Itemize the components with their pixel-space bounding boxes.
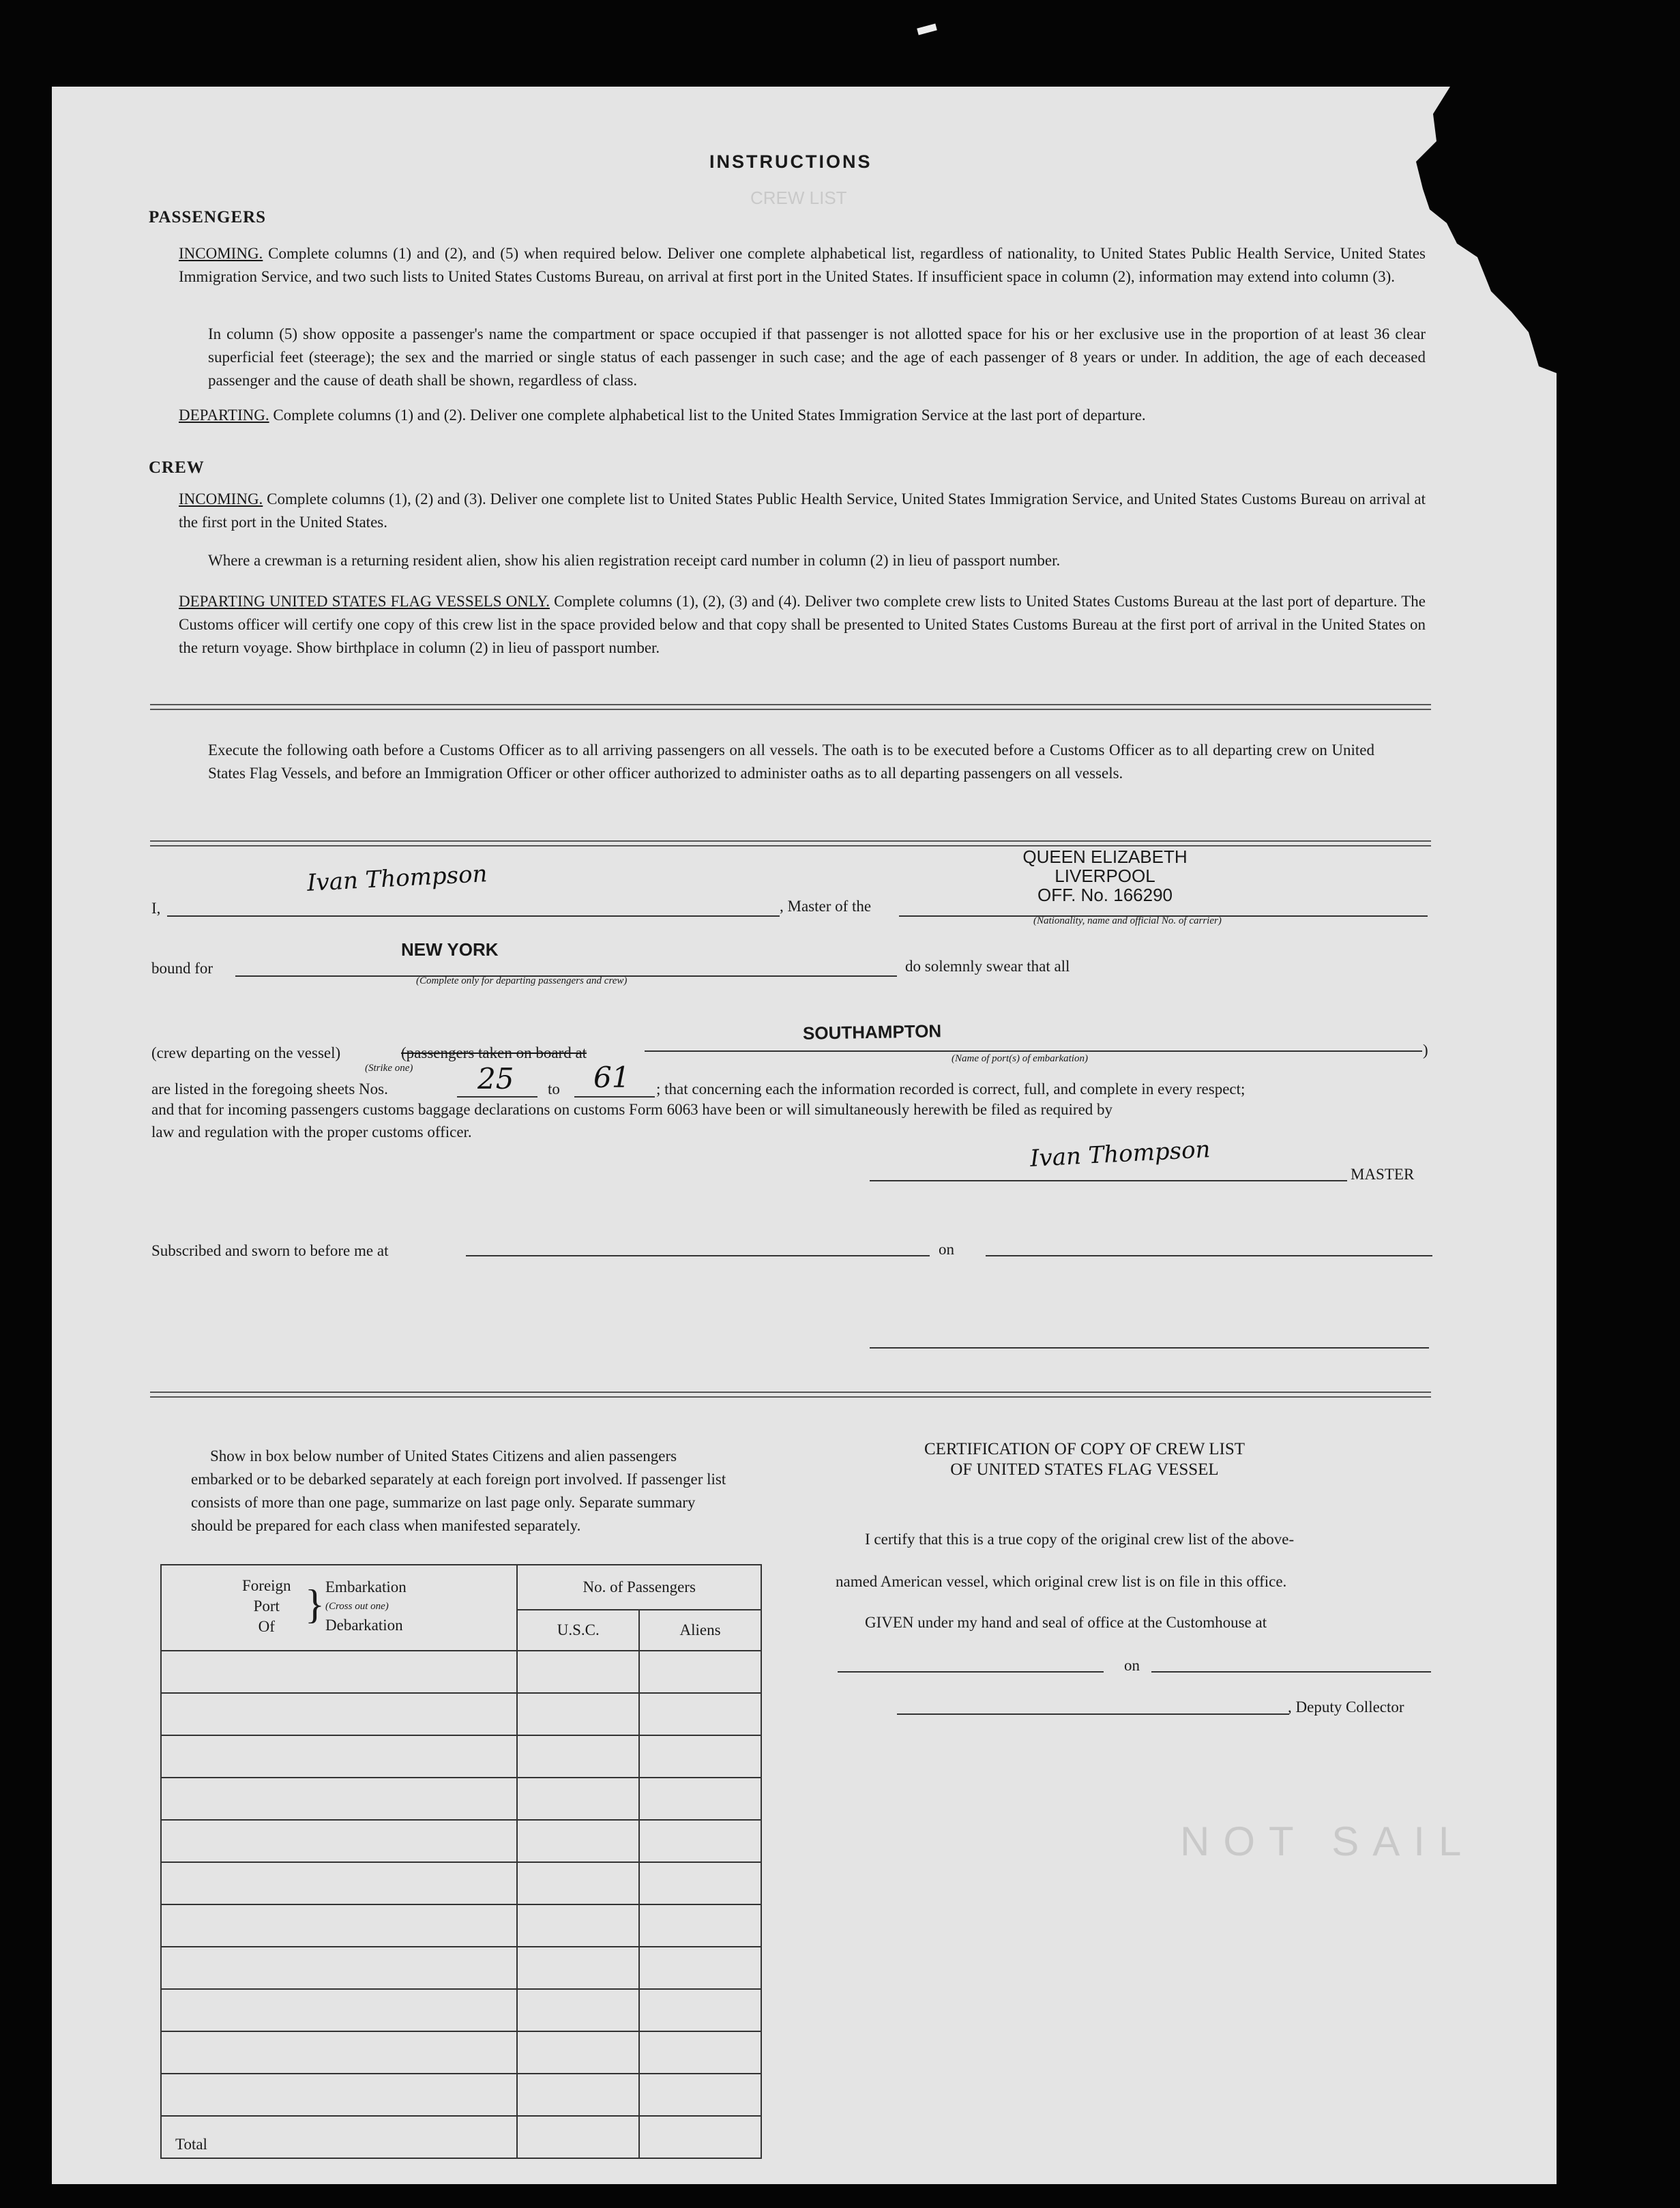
crew-heading: CREW	[149, 458, 205, 477]
passengers-struck-label: (passengers taken on board at	[401, 1044, 587, 1061]
port-label: Port	[253, 1598, 280, 1615]
bleed-through-crew-list: CREW LIST	[750, 188, 847, 208]
bound-for-label: bound for	[151, 960, 213, 977]
certification-heading-1: CERTIFICATION OF COPY OF CREW LIST	[924, 1440, 1246, 1458]
departing-text: Complete columns (1) and (2). Deliver one complete alphabetical list to the United States Immigration Service at the last port of departure.	[273, 407, 1146, 424]
embark-port: SOUTHAMPTON	[802, 1020, 942, 1044]
vessel-info	[969, 847, 1241, 904]
cross-out-label: (Cross out one)	[325, 1601, 389, 1612]
debarkation-label: Debarkation	[325, 1617, 403, 1634]
oath-intro: Execute the following oath before a Customs Officer as to all arriving passengers on all vessels. The oath is to be executed before a Customs Officer as to all departing crew on United States Flag Vessels, and before an Immigration Officer or other officer authorized to administer oaths as to all departing passengers on all vessels.	[208, 741, 1374, 782]
certification-date-line	[1151, 1671, 1431, 1673]
departing-label: DEPARTING.	[179, 407, 269, 424]
embark-caption: (Name of port(s) of embarkation)	[952, 1053, 1088, 1064]
passenger-summary-table	[160, 1564, 762, 2159]
certification-heading	[914, 1439, 1255, 1480]
total-row	[161, 2116, 761, 2158]
table-row	[161, 1904, 761, 1947]
scan-speck	[917, 24, 937, 35]
table-row	[161, 1820, 761, 1862]
port-header-cell	[161, 1565, 517, 1651]
torn-corner	[1409, 87, 1557, 373]
crew-incoming-label: INCOMING.	[179, 490, 263, 507]
listed-text-2: and that for incoming passengers customs baggage declarations on customs Form 6063 have been or will simultaneously herewith be filed as required by	[151, 1101, 1113, 1118]
table-row	[161, 1735, 761, 1778]
table-row	[161, 1989, 761, 2031]
table-row	[161, 2031, 761, 2074]
sheet-from: 25	[477, 1062, 514, 1095]
oath-i-label: I,	[151, 900, 161, 917]
certification-heading-2: OF UNITED STATES FLAG VESSEL	[950, 1460, 1219, 1479]
customhouse-line	[838, 1671, 1104, 1673]
total-label: Total	[161, 2116, 517, 2158]
no-passengers-header: No. of Passengers	[517, 1565, 761, 1610]
listed-text-1: ; that concerning each the information recorded is correct, full, and complete in every respect;	[656, 1080, 1246, 1098]
subscribed-date-line	[986, 1255, 1432, 1256]
crew-incoming	[179, 488, 1426, 534]
crew-resident: Where a crewman is a returning resident alien, show his alien registration receipt card number in column (2) in lieu of passport number.	[208, 552, 1061, 569]
crew-flag-vessels	[179, 590, 1426, 660]
crew-departing-label: (crew departing on the vessel)	[151, 1044, 341, 1061]
master-of-label: , Master of the	[780, 898, 872, 915]
embark-line	[645, 1050, 1422, 1052]
table-row	[161, 1778, 761, 1820]
divider-2	[150, 840, 1431, 847]
bound-caption: (Complete only for departing passengers and crew)	[416, 975, 628, 986]
certification-line-2: named American vessel, which original crew list is on file in this office.	[836, 1573, 1287, 1590]
subscribed-on-label: on	[939, 1241, 954, 1258]
bound-for-value: NEW YORK	[401, 939, 499, 960]
to-label: to	[548, 1080, 560, 1098]
sheet-from-line	[457, 1096, 537, 1098]
vessel-name: QUEEN ELIZABETH	[1022, 847, 1188, 867]
aliens-header: Aliens	[639, 1610, 761, 1651]
subscribed-place-line	[466, 1255, 930, 1256]
summary-intro: Show in box below number of United States Citizens and alien passengers embarked or to be debarked separately at each foreign port involved. If passenger list consists of more than one page, summarize on last page only. Separate summary should be prepared for each class when manifested separately.	[191, 1447, 726, 1534]
vessel-off-no: OFF. No. 166290	[1037, 885, 1173, 905]
bleed-through-not-sail: NOT SAIL	[1180, 1819, 1475, 1864]
certification-line-3: GIVEN under my hand and seal of office at the Customhouse at	[865, 1614, 1267, 1631]
strike-caption: (Strike one)	[365, 1063, 413, 1074]
listed-label: are listed in the foregoing sheets Nos.	[151, 1080, 388, 1098]
master-signature-top: Ivan Thompson	[306, 860, 488, 897]
foreign-label: Foreign	[242, 1577, 291, 1594]
deputy-label: , Deputy Collector	[1288, 1698, 1404, 1716]
master-signature-bottom: Ivan Thompson	[1029, 1136, 1211, 1173]
table-row	[161, 1651, 761, 1693]
table-row	[161, 1947, 761, 1989]
certification-line-1: I certify that this is a true copy of the original crew list of the above-	[865, 1531, 1295, 1548]
usc-header: U.S.C.	[517, 1610, 639, 1651]
brace-icon: }	[305, 1582, 325, 1627]
flag-vessels-label: DEPARTING UNITED STATES FLAG VESSELS ONLY.	[179, 593, 550, 610]
subscribed-label: Subscribed and sworn to before me at	[151, 1242, 389, 1259]
divider-3	[150, 1392, 1431, 1398]
sheet-to: 61	[593, 1061, 630, 1094]
certification-on-label: on	[1124, 1657, 1140, 1674]
incoming-label: INCOMING.	[179, 245, 263, 262]
deputy-signature-line	[897, 1713, 1289, 1715]
table-row	[161, 2074, 761, 2116]
table-row	[161, 1862, 761, 1904]
master-label: MASTER	[1351, 1166, 1415, 1183]
listed-text-3: law and regulation with the proper customs officer.	[151, 1123, 472, 1140]
vessel-port: LIVERPOOL	[1055, 866, 1155, 886]
table-row	[161, 1693, 761, 1735]
page-title: INSTRUCTIONS	[709, 151, 872, 172]
carrier-caption: (Nationality, name and official No. of carrier)	[1033, 915, 1222, 926]
master-name-line	[167, 915, 780, 917]
master-signature-line	[870, 1180, 1347, 1181]
incoming-text: Complete columns (1) and (2), and (5) when required below. Deliver one complete alphabetical list, regardless of nationality, to United States Public Health Service, United States Immigration Service, and two such lists to United States Customs Bureau, on arrival at first port in the United States. If insufficient space in column (2), information may extend into column (3).	[179, 245, 1426, 285]
passengers-heading: PASSENGERS	[149, 208, 267, 226]
passengers-column5: In column (5) show opposite a passenger's name the compartment or space occupied if that passenger is not allotted space for his or her exclusive use in the proportion of at least 36 clear superficial feet (steerage); the sex and the married or single status of each passenger in such case; and the age of each passenger of 8 years or under. In addition, the age of each deceased passenger and the cause of death shall be shown, regardless of class.	[208, 325, 1426, 389]
officer-signature-line	[870, 1347, 1429, 1349]
embark-close: )	[1423, 1042, 1428, 1059]
embarkation-label: Embarkation	[325, 1578, 407, 1595]
passengers-departing	[179, 404, 1426, 427]
swear-text: do solemnly swear that all	[905, 958, 1070, 975]
crew-incoming-text: Complete columns (1), (2) and (3). Deliver one complete list to United States Public Health Service, United States Immigration Service, and United States Customs Bureau on arrival at the first port in the United States.	[179, 490, 1426, 531]
of-label: Of	[258, 1618, 275, 1635]
flag-vessels-text: Complete columns (1), (2), (3) and (4). Deliver two complete crew lists to United States Customs Bureau at the last port of departure. The Customs officer will certify one copy of this crew list in the space provided below and that copy shall be presented to United States Customs Bureau at the first port of arrival in the United States on the return voyage. Show birthplace in column (2) in lieu of passport number.	[179, 593, 1426, 656]
sheet-to-line	[574, 1096, 655, 1098]
passengers-incoming	[179, 242, 1426, 289]
divider-1	[150, 704, 1431, 710]
